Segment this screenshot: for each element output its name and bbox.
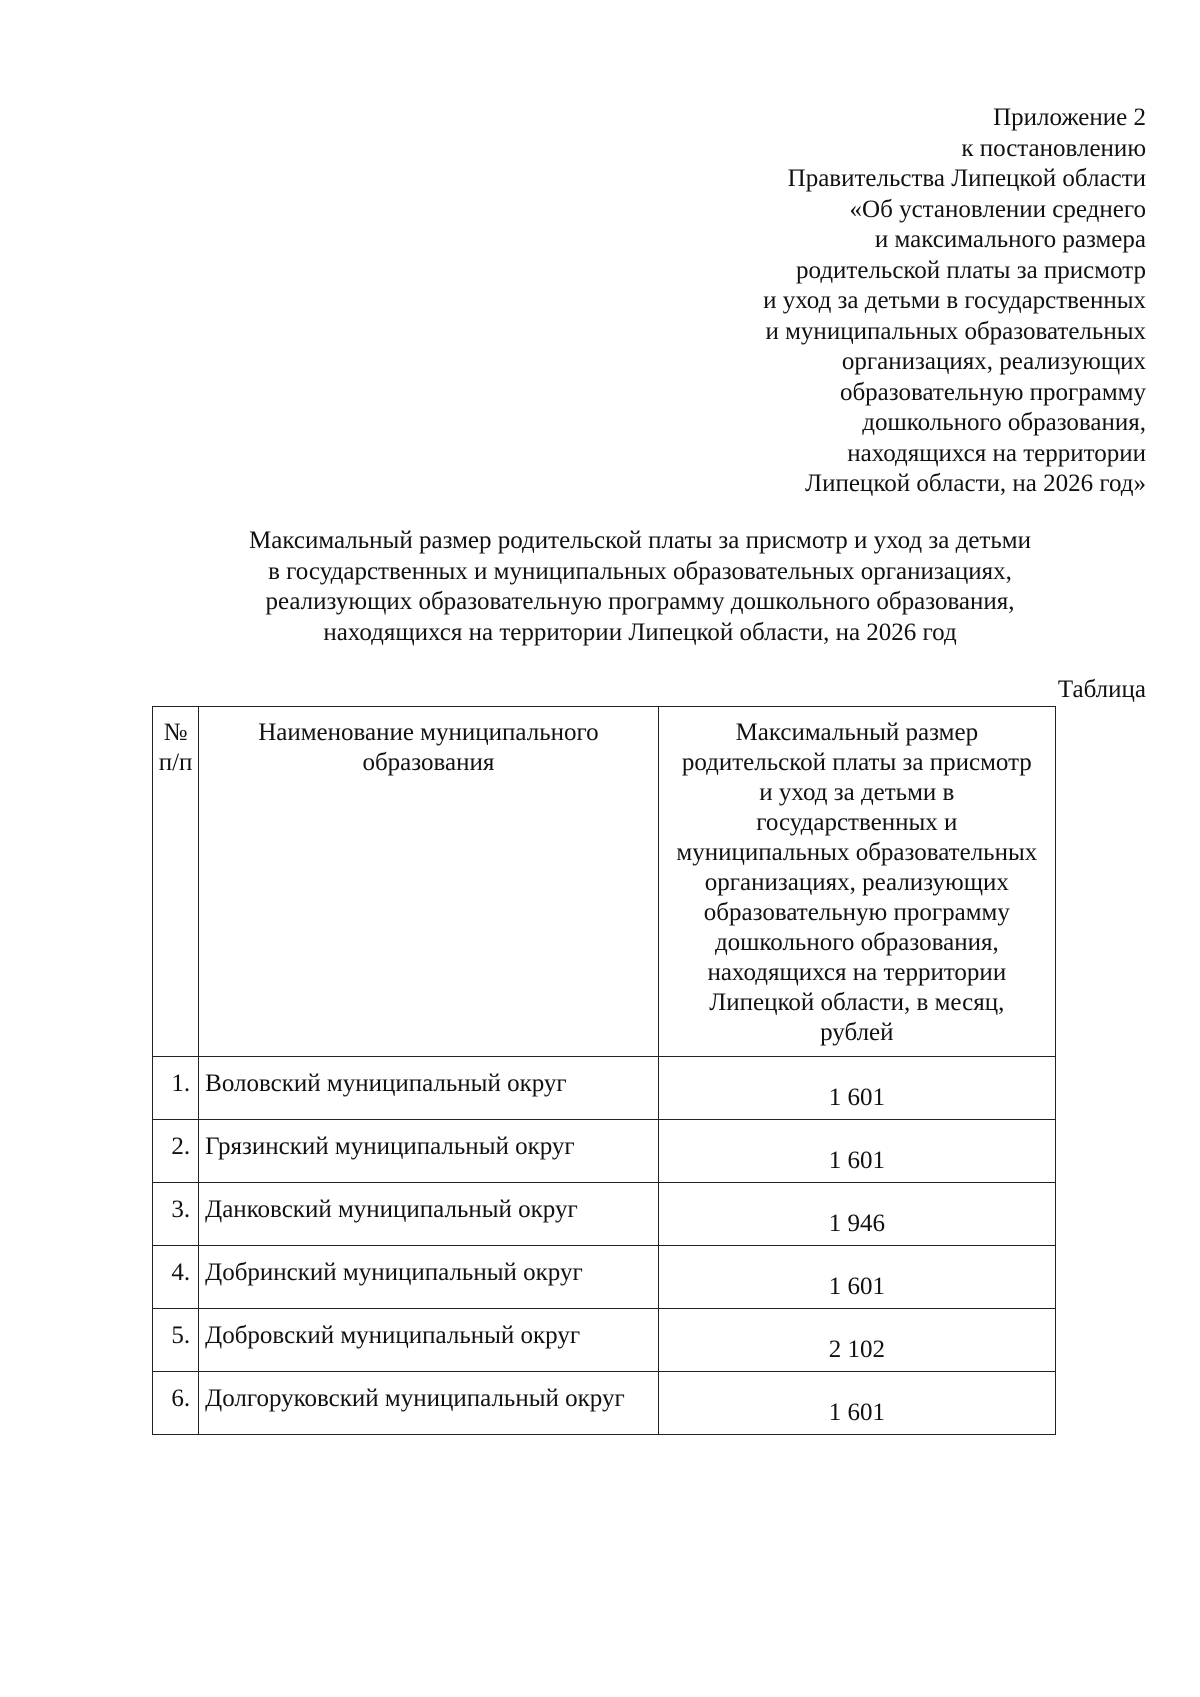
- appendix-line: и уход за детьми в государственных: [763, 287, 1146, 314]
- table-row: [153, 1183, 1056, 1246]
- table-header-row: [153, 707, 1056, 1057]
- appendix-line: к постановлению: [961, 134, 1146, 162]
- title-line: Максимальный размер родительской платы за присмотр и уход за детьми: [249, 527, 1031, 554]
- document-title: [100, 526, 1180, 648]
- appendix-line: и муниципальных образовательных: [765, 317, 1146, 345]
- row-number: 5.: [153, 1309, 199, 1372]
- table-row: [153, 1309, 1056, 1372]
- appendix-line: дошкольного образования,: [862, 409, 1146, 436]
- appendix-line: родительской платы за присмотр: [796, 256, 1146, 284]
- row-fee: 1 601: [658, 1372, 1055, 1435]
- appendix-line: и максимального размера: [874, 226, 1146, 253]
- header-max-fee: Максимальный размер родительской платы за присмотр и уход за детьми в государственных и муниципальных образовательных организациях, реализующих образовательную программу дошкольного образования, находящихся на территории Липецкой области, в месяц, рублей: [658, 707, 1055, 1057]
- appendix-line: Приложение 2: [993, 104, 1146, 131]
- title-line: находящихся на территории Липецкой области, на 2026 год: [323, 618, 957, 646]
- row-fee: 2 102: [658, 1309, 1055, 1372]
- row-number: 2.: [153, 1120, 199, 1183]
- table-row: [153, 1057, 1056, 1120]
- row-municipality: Воловский муниципальный округ: [199, 1057, 659, 1120]
- row-municipality: Грязинский муниципальный округ: [199, 1120, 659, 1183]
- table-label: Таблица: [1057, 676, 1146, 703]
- appendix-line: образовательную программу: [839, 378, 1146, 406]
- row-municipality: Добровский муниципальный округ: [199, 1309, 659, 1372]
- table-row: [153, 1372, 1056, 1435]
- header-municipality: Наименование муниципального образования: [199, 707, 659, 1057]
- appendix-header: [506, 103, 1146, 500]
- row-fee: 1 601: [658, 1120, 1055, 1183]
- row-municipality: Долгоруковский муниципальный округ: [199, 1372, 659, 1435]
- title-line: в государственных и муниципальных образовательных организациях,: [268, 557, 1012, 585]
- table-row: [153, 1246, 1056, 1309]
- appendix-line: «Об установлении среднего: [849, 195, 1146, 223]
- row-number: 1.: [153, 1057, 199, 1120]
- row-number: 3.: [153, 1183, 199, 1246]
- row-fee: 1 601: [658, 1057, 1055, 1120]
- table-row: [153, 1120, 1056, 1183]
- fee-table: [152, 706, 1056, 1435]
- row-number: 4.: [153, 1246, 199, 1309]
- row-fee: 1 946: [658, 1183, 1055, 1246]
- row-municipality: Добринский муниципальный округ: [199, 1246, 659, 1309]
- title-line: реализующих образовательную программу дошкольного образования,: [265, 588, 1015, 615]
- appendix-line: Правительства Липецкой области: [787, 165, 1146, 192]
- header-number: № п/п: [153, 707, 199, 1057]
- row-number: 6.: [153, 1372, 199, 1435]
- row-municipality: Данковский муниципальный округ: [199, 1183, 659, 1246]
- appendix-line: организациях, реализующих: [841, 348, 1146, 375]
- row-fee: 1 601: [658, 1246, 1055, 1309]
- appendix-line: Липецкой области, на 2026 год»: [805, 470, 1146, 497]
- appendix-line: находящихся на территории: [847, 439, 1146, 467]
